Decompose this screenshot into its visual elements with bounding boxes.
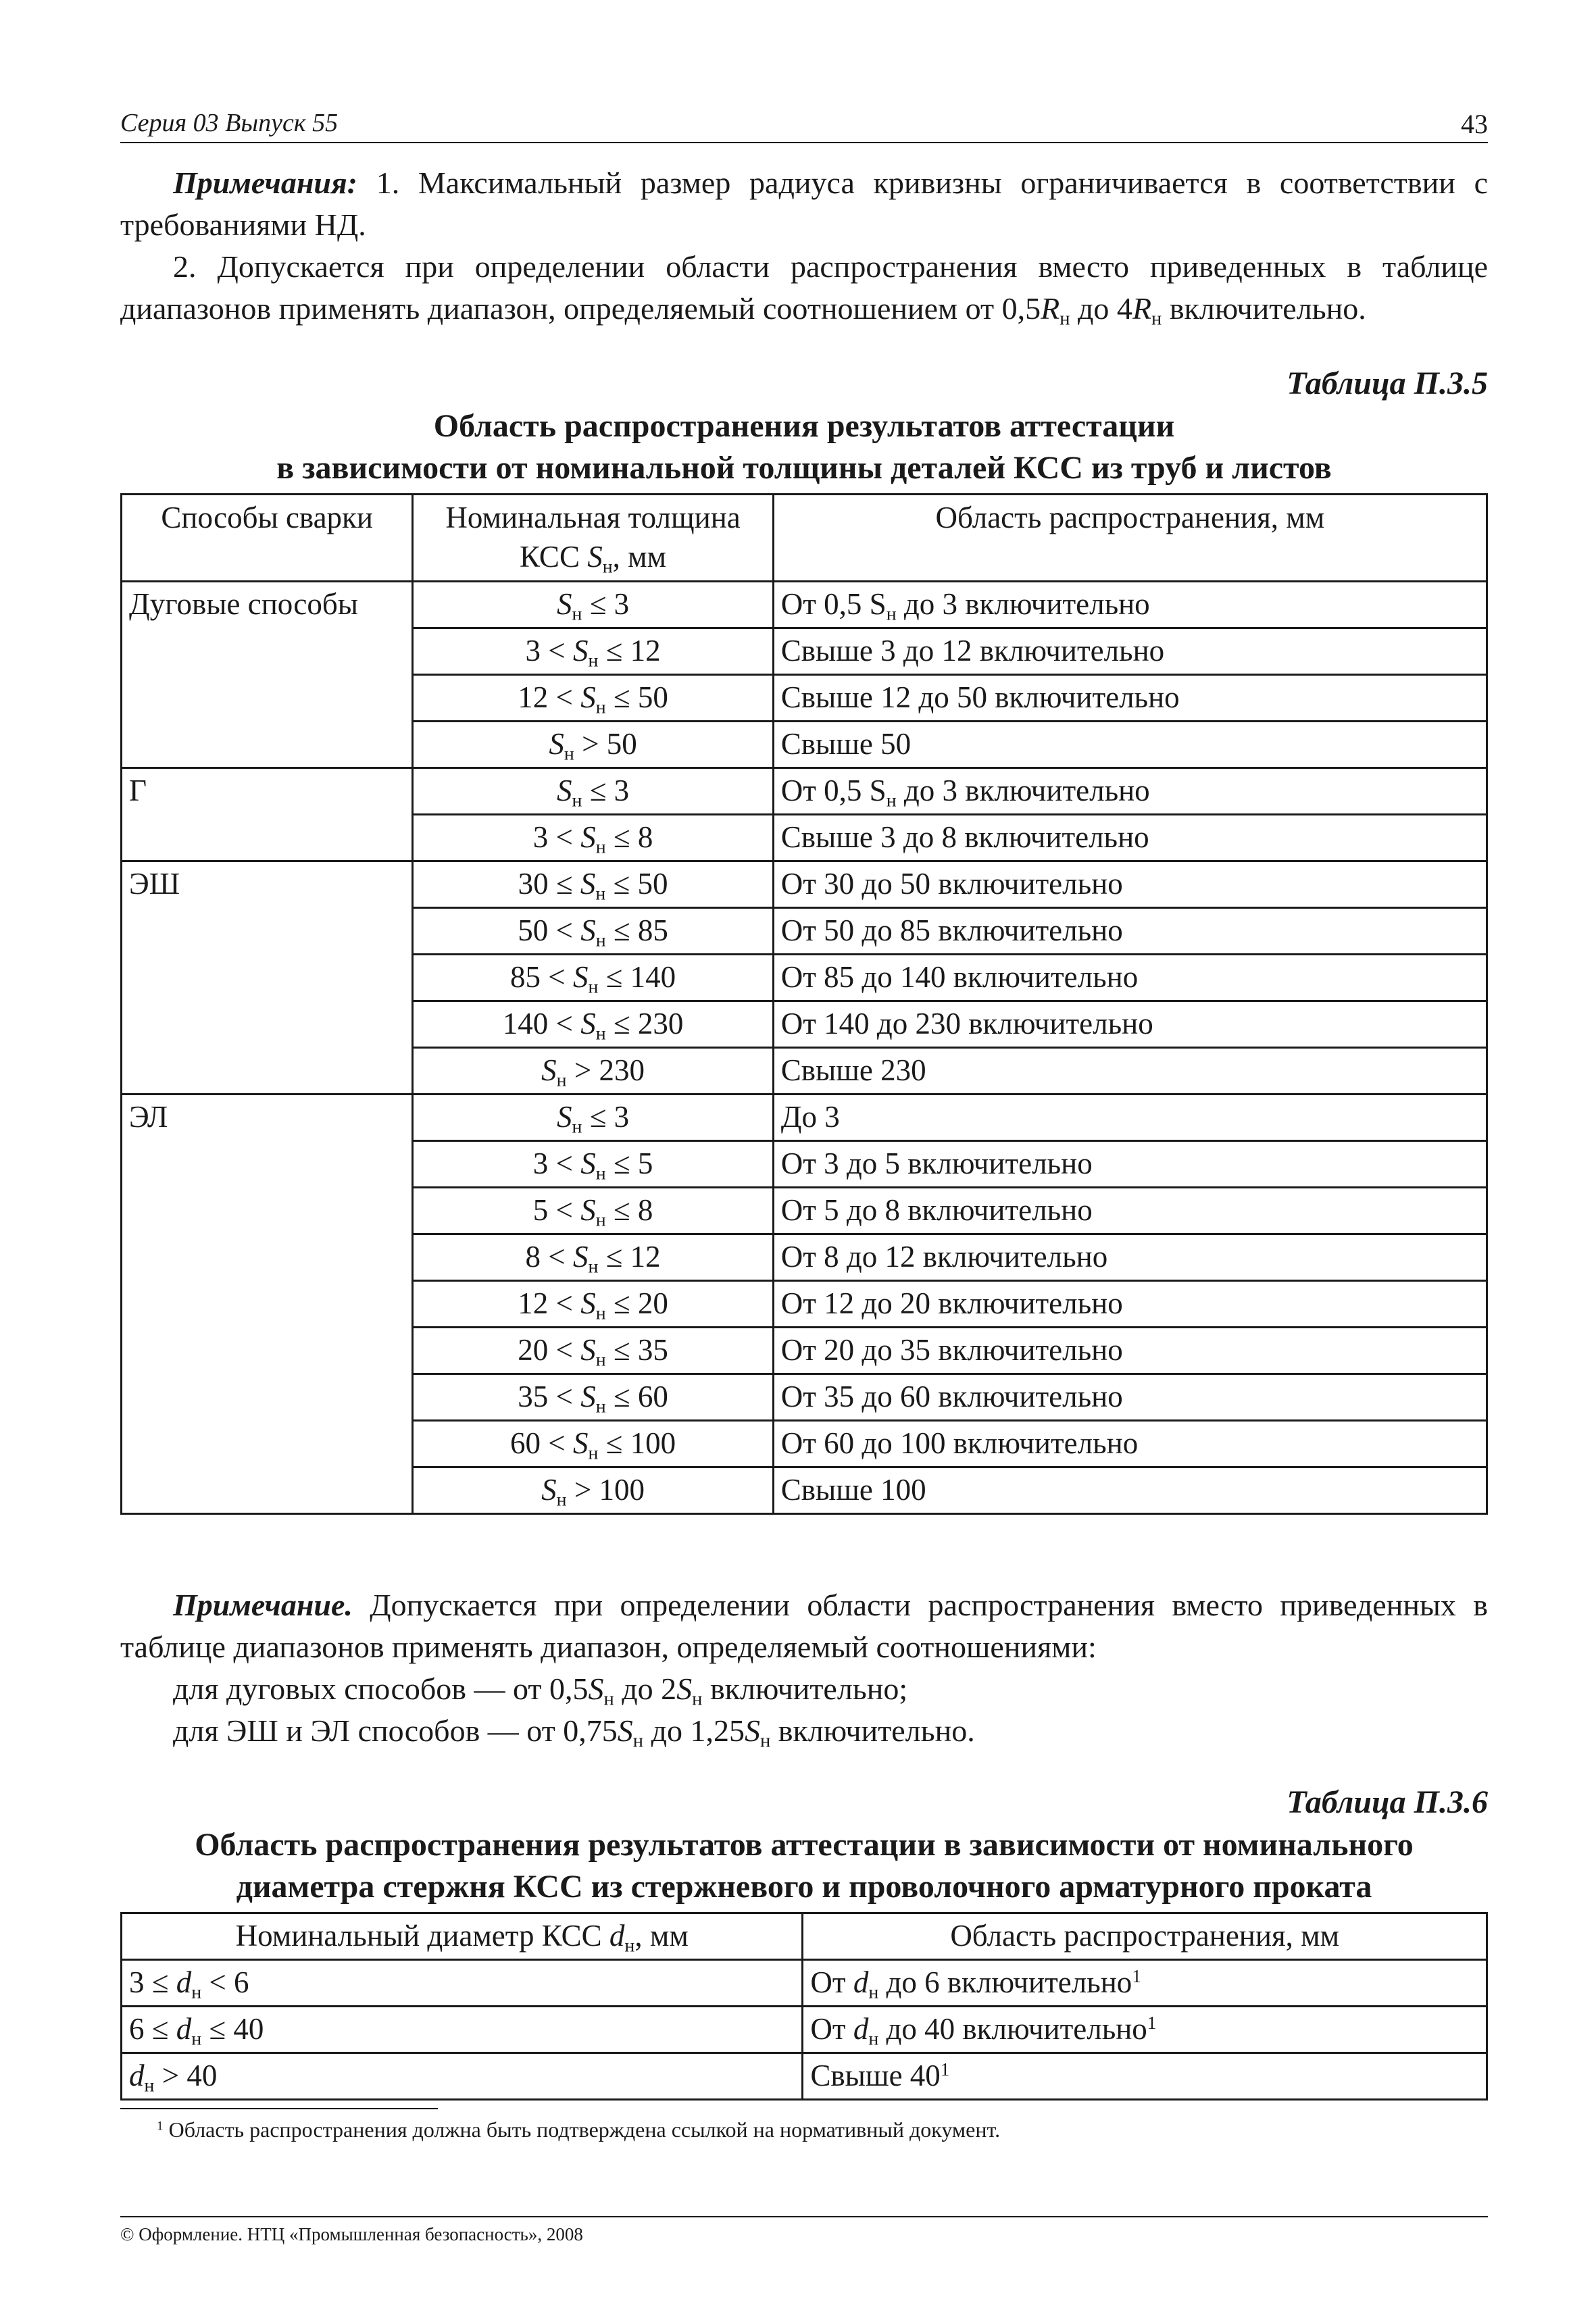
range-text-post: до 3 включительно: [896, 774, 1150, 807]
var-s: S: [580, 1286, 596, 1320]
thickness-pre: 85 <: [510, 960, 573, 994]
sub-n: н: [595, 697, 606, 718]
var-s: S: [572, 1240, 589, 1274]
thickness-post: ≤ 140: [598, 960, 676, 994]
table-6-header-row: [122, 1913, 1487, 1960]
series-header: Серия 03 Выпуск 55: [120, 109, 339, 137]
header-thickness-line-1: Номинальная толщина: [445, 501, 741, 534]
var-s: S: [587, 540, 603, 574]
thickness-pre: 3 <: [532, 1147, 581, 1180]
var-s: S: [557, 1100, 572, 1134]
method-cell: ЭШ: [122, 861, 413, 1095]
thickness-pre: 3 <: [532, 820, 581, 854]
var-s: S: [557, 587, 572, 621]
thickness-post: ≤ 8: [605, 1193, 653, 1227]
thickness-post: ≤ 50: [605, 867, 668, 901]
sub-n: н: [588, 1256, 599, 1278]
thickness-cell: [413, 582, 773, 628]
var-s: S: [580, 1147, 596, 1180]
var-d: d: [129, 2059, 145, 2092]
table-row: [122, 1960, 1487, 2007]
thickness-post: ≤ 20: [605, 1286, 668, 1320]
thickness-post: ≤ 60: [605, 1380, 668, 1413]
thickness-post: ≤ 230: [605, 1007, 684, 1040]
range-cell: От 85 до 140 включительно: [773, 955, 1487, 1001]
sub-n: н: [868, 2028, 879, 2050]
sub-n: н: [1151, 308, 1162, 330]
thickness-post: ≤ 3: [582, 587, 630, 621]
range-cell: От 30 до 50 включительно: [773, 861, 1487, 908]
var-s: S: [541, 1473, 557, 1507]
range-cell: Свыше 50: [773, 722, 1487, 768]
thickness-pre: 3 <: [525, 634, 573, 668]
method-cell: Г: [122, 768, 413, 861]
thickness-cell: [413, 675, 773, 722]
thickness-post: ≤ 12: [598, 1240, 661, 1274]
thickness-cell: [413, 908, 773, 955]
header-range: Область распространения, мм: [803, 1913, 1487, 1960]
var-s: S: [580, 1333, 596, 1367]
thickness-cell: [413, 1095, 773, 1141]
range-cell: От 20 до 35 включительно: [773, 1328, 1487, 1374]
var-s: S: [557, 774, 572, 807]
note-2-line-2-c: включительно.: [770, 1713, 975, 1748]
header-diameter-unit: , мм: [634, 1919, 689, 1953]
range-cell: От 50 до 85 включительно: [773, 908, 1487, 955]
table-row: [122, 582, 1487, 628]
table-6: [120, 1912, 1488, 2101]
note-2-line-2-a: для ЭШ и ЭЛ способов — от 0,75: [173, 1713, 618, 1748]
thickness-cell: [413, 861, 773, 908]
table-6-title: [120, 1824, 1488, 1908]
thickness-cell: [413, 768, 773, 815]
var-s: S: [580, 820, 596, 854]
thickness-post: ≤ 12: [598, 634, 661, 668]
table-row: [122, 1095, 1487, 1141]
thickness-pre: 60 <: [510, 1426, 573, 1460]
sub-n: н: [144, 2075, 155, 2096]
diameter-cell: [122, 2007, 803, 2053]
range-cell: От 5 до 8 включительно: [773, 1188, 1487, 1234]
thickness-post: ≤ 100: [598, 1426, 676, 1460]
footnote-ref: 1: [1147, 2013, 1157, 2034]
note-2-line-1-b: до 2: [614, 1671, 677, 1706]
thickness-cell: [413, 1188, 773, 1234]
header-rule: [120, 142, 1488, 143]
sub-n: н: [595, 883, 606, 905]
sub-n: н: [595, 1303, 606, 1324]
sub-n: н: [588, 1442, 599, 1464]
var-s: S: [580, 913, 596, 947]
sub-n: н: [572, 790, 582, 811]
table-5: [120, 493, 1488, 1515]
sub-n: н: [602, 556, 613, 578]
diameter-pre: 6 ≤: [129, 2012, 176, 2046]
thickness-cell: [413, 1467, 773, 1514]
notes-paragraph-1: [120, 162, 1488, 246]
var-s: S: [572, 1426, 589, 1460]
sub-n: н: [556, 1070, 567, 1091]
range-cell: От 60 до 100 включительно: [773, 1421, 1487, 1467]
range-text: От 0,5 S: [780, 774, 887, 807]
page-number: 43: [1461, 109, 1488, 139]
thickness-cell: [413, 1141, 773, 1188]
table-5-label: Таблица П.3.5: [1287, 366, 1488, 401]
range-cell: От 35 до 60 включительно: [773, 1374, 1487, 1421]
var-d: d: [853, 2012, 869, 2046]
table-row: [122, 768, 1487, 815]
thickness-post: ≤ 50: [605, 680, 668, 714]
range-text: От 0,5 S: [780, 587, 887, 621]
header-thickness: [413, 495, 773, 582]
var-s: S: [580, 1193, 596, 1227]
note-2-paragraph: [120, 1584, 1488, 1668]
table-6-title-line-1: Область распространения результатов аттестации в зависимости от номинального: [195, 1827, 1414, 1863]
range-cell: [773, 582, 1487, 628]
sub-n: н: [595, 836, 606, 858]
thickness-post: ≤ 5: [605, 1147, 653, 1180]
header-range: Область распространения, мм: [773, 495, 1487, 582]
var-s: S: [572, 960, 589, 994]
range-cell: [773, 768, 1487, 815]
thickness-post: > 230: [566, 1053, 645, 1087]
note-2-label: Примечание.: [173, 1588, 353, 1622]
range-cell: [803, 1960, 1487, 2007]
notes-label: Примечания:: [173, 166, 357, 200]
var-s: S: [541, 1053, 557, 1087]
sub-n: н: [595, 930, 606, 951]
table-6-body: [122, 1960, 1487, 2100]
sub-n: н: [886, 603, 897, 625]
var-s: S: [572, 634, 589, 668]
thickness-cell: [413, 1328, 773, 1374]
thickness-pre: 20 <: [518, 1333, 581, 1367]
thickness-cell: [413, 1281, 773, 1328]
sub-n: н: [595, 1396, 606, 1417]
notes-paragraph-2: [120, 246, 1488, 330]
table-6-title-line-2: диаметра стержня КСС из стержневого и проволочного арматурного проката: [236, 1869, 1372, 1905]
table-5-header-row: [122, 495, 1487, 582]
note-2-line-arc: для дуговых способов — от $0,5S_н$ до $2S_н$ включительно;: [173, 1671, 908, 1710]
thickness-pre: 12 <: [518, 1286, 581, 1320]
sub-n: н: [886, 790, 897, 811]
thickness-post: ≤ 8: [605, 820, 653, 854]
footnote-rule: [120, 2108, 438, 2109]
note-1-text: 1. Максимальный размер радиуса кривизны ограничивается в соответствии с требованиями НД.: [120, 166, 1488, 242]
thickness-post: ≤ 3: [582, 774, 630, 807]
footnote-ref: 1: [1132, 1966, 1141, 1987]
range-cell: Свыше 3 до 12 включительно: [773, 628, 1487, 675]
table-5-title-line-1: Область распространения результатов аттестации: [433, 408, 1175, 444]
range-cell: Свыше 3 до 8 включительно: [773, 815, 1487, 861]
header-thickness-ksc: КСС: [520, 540, 588, 574]
thickness-cell: [413, 1421, 773, 1467]
thickness-post: > 50: [574, 727, 637, 761]
range-text-a: Свыше 40: [810, 2059, 941, 2092]
diameter-post: < 6: [201, 1965, 249, 1999]
thickness-post: ≤ 35: [605, 1333, 668, 1367]
table-row: [122, 2007, 1487, 2053]
range-cell: От 140 до 230 включительно: [773, 1001, 1487, 1048]
var-d: d: [609, 1919, 625, 1953]
thickness-pre: 140 <: [502, 1007, 581, 1040]
header-methods: Способы сварки: [122, 495, 413, 582]
var-r: R: [1041, 291, 1060, 326]
sub-n: н: [1059, 308, 1070, 330]
sub-n: н: [595, 1349, 606, 1371]
footnote-ref: 1: [940, 2059, 950, 2080]
thickness-pre: 8 <: [525, 1240, 573, 1274]
thickness-cell: [413, 1048, 773, 1095]
range-cell: [803, 2053, 1487, 2100]
range-cell: От 3 до 5 включительно: [773, 1141, 1487, 1188]
header-diameter: [122, 1913, 803, 1960]
footnote-mark: 1: [157, 2119, 164, 2134]
thickness-cell: [413, 955, 773, 1001]
diameter-cell: [122, 1960, 803, 2007]
header-diameter-text: Номинальный диаметр КСС: [235, 1919, 609, 1953]
thickness-cell: [413, 722, 773, 768]
thickness-pre: 5 <: [532, 1193, 581, 1227]
table-row: [122, 861, 1487, 908]
var-s: S: [580, 680, 596, 714]
var-s: S: [580, 1007, 596, 1040]
sub-n: н: [564, 743, 574, 765]
method-cell: ЭЛ: [122, 1095, 413, 1514]
sub-n: н: [572, 1116, 582, 1138]
thickness-post: ≤ 85: [605, 913, 668, 947]
range-text-a: От: [810, 1965, 853, 1999]
range-cell: От 12 до 20 включительно: [773, 1281, 1487, 1328]
thickness-post: > 100: [566, 1473, 645, 1507]
sub-n: н: [556, 1489, 567, 1511]
diameter-cell: [122, 2053, 803, 2100]
thickness-cell: [413, 628, 773, 675]
var-s: S: [549, 727, 564, 761]
var-s: S: [580, 867, 596, 901]
note-2-line-2-b: до 1,25: [643, 1713, 745, 1748]
table-5-title-line-2: в зависимости от номинальной толщины деталей КСС из труб и листов: [276, 450, 1332, 486]
footnote-text: Область распространения должна быть подтверждена ссылкой на нормативный документ.: [163, 2117, 1001, 2142]
diameter-post: ≤ 40: [201, 2012, 264, 2046]
diameter-pre: 3 ≤: [129, 1965, 176, 1999]
range-cell: Свыше 12 до 50 включительно: [773, 675, 1487, 722]
note-2-text-a: 2. Допускается при определении области распространения вместо приведенных в таблице диапазонов применять диапазон, определяемый соотношением от 0,5: [120, 249, 1488, 326]
note-2-line-1-c: включительно;: [702, 1671, 908, 1706]
var-s: S: [580, 1380, 596, 1413]
sub-n: н: [868, 1982, 879, 2003]
var-d: d: [176, 2012, 192, 2046]
sub-n: н: [595, 1209, 606, 1231]
sub-n: н: [595, 1023, 606, 1045]
footnote: [157, 2115, 1000, 2144]
table-5-body: [122, 582, 1487, 1514]
sub-n: н: [588, 976, 599, 998]
sub-n: н: [595, 1163, 606, 1184]
table-5-title: [120, 405, 1488, 489]
sub-n: н: [191, 2028, 202, 2050]
var-r: R: [1132, 291, 1152, 326]
note-2-line-esh: для ЭШ и ЭЛ способов — от $0,75S_н$ до $1,25S_н$ включительно.: [173, 1713, 975, 1752]
note-2-line-1-a: для дуговых способов — от 0,5: [173, 1671, 589, 1706]
sub-n: н: [191, 1982, 202, 2003]
table-6-label: Таблица П.3.6: [1287, 1784, 1488, 1820]
thickness-pre: 35 <: [518, 1380, 581, 1413]
diameter-post: > 40: [154, 2059, 218, 2092]
range-cell: До 3: [773, 1095, 1487, 1141]
thickness-pre: 30 ≤: [518, 867, 580, 901]
thickness-pre: 50 <: [518, 913, 581, 947]
range-cell: От 8 до 12 включительно: [773, 1234, 1487, 1281]
var-d: d: [853, 1965, 869, 1999]
range-cell: [803, 2007, 1487, 2053]
var-d: d: [176, 1965, 192, 1999]
sub-n: н: [572, 603, 582, 625]
range-text-b: до 6 включительно: [878, 1965, 1132, 1999]
header-thickness-unit: , мм: [612, 540, 667, 574]
note-2-text-b: до 4: [1070, 291, 1132, 326]
footer-rule: [120, 2216, 1488, 2217]
range-cell: Свыше 230: [773, 1048, 1487, 1095]
thickness-pre: 12 <: [518, 680, 581, 714]
thickness-cell: [413, 815, 773, 861]
note-2-text: Допускается при определении области распространения вместо приведенных в таблице диапазонов применять диапазон, определяемый соотношениями:: [120, 1588, 1488, 1664]
footer-copyright: © Оформление. НТЦ «Промышленная безопасность», 2008: [120, 2224, 583, 2244]
range-cell: Свыше 100: [773, 1467, 1487, 1514]
range-text-a: От: [810, 2012, 853, 2046]
sub-n: н: [588, 650, 599, 672]
thickness-cell: [413, 1234, 773, 1281]
range-text-post: до 3 включительно: [896, 587, 1150, 621]
range-text-b: до 40 включительно: [878, 2012, 1147, 2046]
sub-n: н: [624, 1935, 635, 1957]
note-2-text-c: включительно.: [1162, 291, 1366, 326]
method-cell: Дуговые способы: [122, 582, 413, 768]
thickness-cell: [413, 1374, 773, 1421]
thickness-cell: [413, 1001, 773, 1048]
thickness-post: ≤ 3: [582, 1100, 630, 1134]
table-row: [122, 2053, 1487, 2100]
